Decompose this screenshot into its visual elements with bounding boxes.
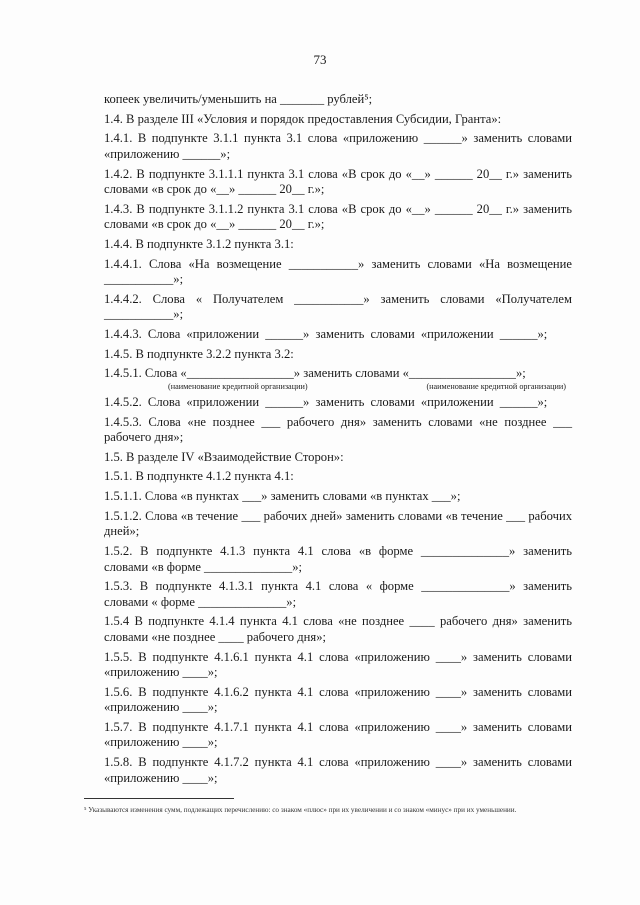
paragraph: 1.4.1. В подпункте 3.1.1 пункта 3.1 слова «приложению ______» заменить словами «приложению ______»; (104, 131, 572, 161)
paragraph: 1.4.4.1. Слова «На возмещение ___________» заменить словами «На возмещение ___________»; (104, 256, 572, 287)
paragraph: 1.5.1.1. Слова «в пунктах ___» заменить словами «в пунктах ___»; (104, 489, 461, 504)
paragraph: копеек увеличить/уменьшить на _______ рублей⁵; (104, 92, 373, 106)
paragraph: 1.5.7. В подпункте 4.1.7.1 пункта 4.1 слова «приложению ____» заменить словами «приложению ____»; (104, 719, 572, 750)
caption-right: (наименование кредитной организации) (426, 381, 566, 391)
document-body (104, 92, 572, 790)
paragraph: 1.5.1. В подпункте 4.1.2 пункта 4.1: (104, 469, 294, 484)
paragraph: 1.5.2. В подпункте 4.1.3 пункта 4.1 слова «в форме ______________» заменить словами «в форме ______________»; (104, 544, 572, 574)
paragraph: 1.4. В разделе III «Условия и порядок предоставления Субсидии, Гранта»: (104, 111, 502, 126)
paragraph: 1.5.6. В подпункте 4.1.6.2 пункта 4.1 слова «приложению ____» заменить словами «приложению ____»; (104, 684, 572, 715)
footnote-separator (84, 798, 234, 799)
paragraph: 1.4.5.1. Слова «_________________» заменить словами «_________________»; (104, 366, 526, 381)
paragraph: 1.5.3. В подпункте 4.1.3.1 пункта 4.1 слова « форме ______________» заменить словами « форме ______________»; (104, 579, 572, 609)
caption-left: (наименование кредитной организации) (168, 381, 308, 391)
footnote: ⁵ Указываются изменения сумм, подлежащих перечислению: со знаком «плюс» при их увеличении и со знаком «минус» при их уменьшении. (84, 806, 517, 814)
paragraph: 1.5.8. В подпункте 4.1.7.2 пункта 4.1 слова «приложению ____» заменить словами «приложению ____»; (104, 755, 572, 785)
paragraph: 1.4.5. В подпункте 3.2.2 пункта 3.2: (104, 346, 294, 361)
paragraph: 1.4.3. В подпункте 3.1.1.2 пункта 3.1 слова «В срок до «__» ______ 20__ г.» заменить словами «в срок до «__» ______ 20__ г.»; (104, 201, 572, 232)
paragraph: 1.5. В разделе IV «Взаимодействие Сторон»: (104, 449, 344, 464)
paragraph: 1.4.4.2. Слова « Получателем ___________» заменить словами «Получателем ___________»; (104, 291, 572, 322)
paragraph: 1.5.1.2. Слова «в течение ___ рабочих дней» заменить словами «в течение ___ рабочих дней»; (104, 508, 572, 539)
paragraph: 1.4.2. В подпункте 3.1.1.1 пункта 3.1 слова «В срок до «__» ______ 20__ г.» заменить словами «в срок до «__» ______ 20__ г.»; (104, 166, 572, 197)
paragraph: 1.4.4. В подпункте 3.1.2 пункта 3.1: (104, 236, 294, 251)
paragraph: 1.5.4 В подпункте 4.1.4 пункта 4.1 слова «не позднее ____ рабочего дня» заменить словами «не позднее ____ рабочего дня»; (104, 614, 572, 644)
bank-name-caption (104, 382, 572, 391)
paragraph: 1.4.4.3. Слова «приложении ______» заменить словами «приложении ______»; (104, 327, 548, 341)
page-number: 73 (313, 52, 327, 67)
paragraph: 1.5.5. В подпункте 4.1.6.1 пункта 4.1 слова «приложению ____» заменить словами «приложению ____»; (104, 649, 572, 680)
paragraph: 1.4.5.2. Слова «приложении ______» заменить словами «приложении ______»; (104, 394, 548, 409)
paragraph: 1.4.5.3. Слова «не позднее ___ рабочего дня» заменить словами «не позднее ___ рабочего дня»; (104, 414, 572, 445)
